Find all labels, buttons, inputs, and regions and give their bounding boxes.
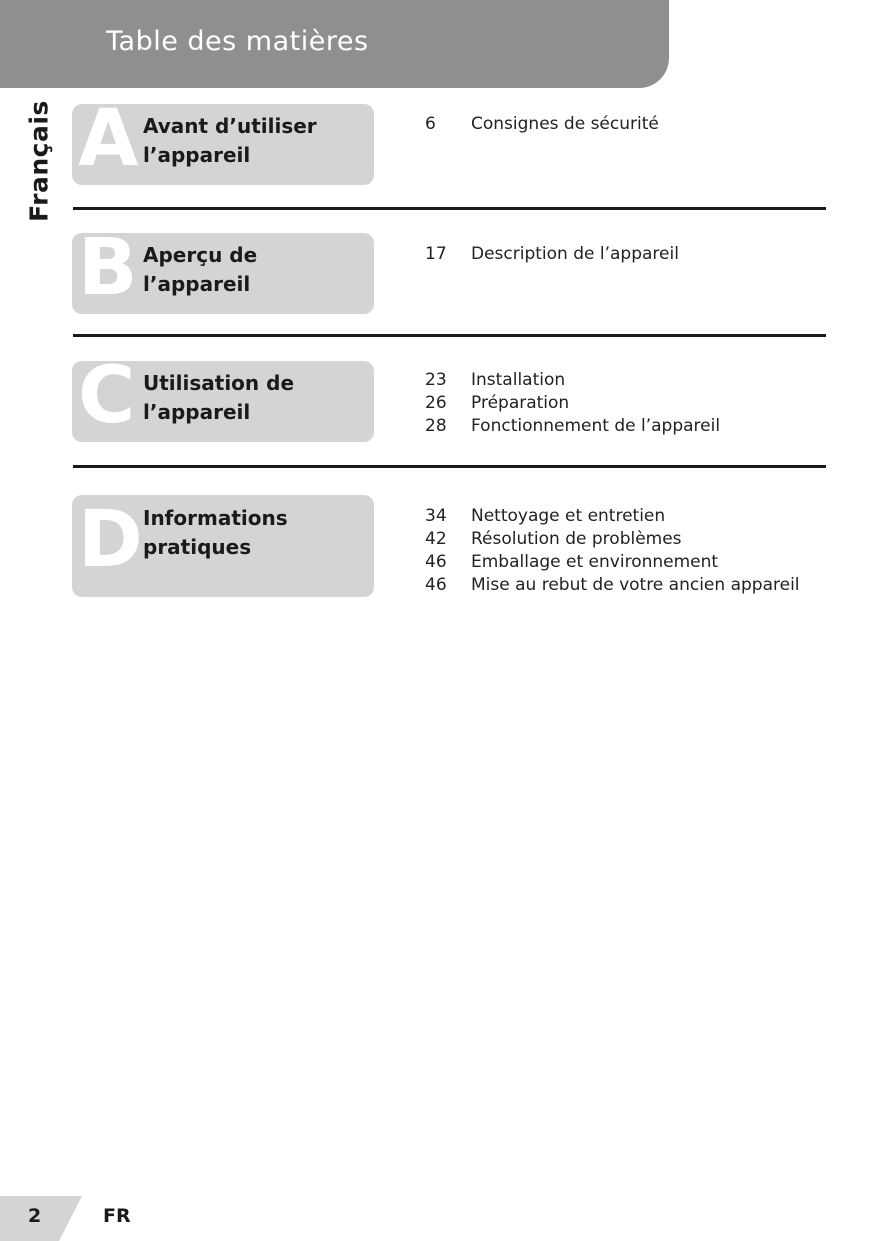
section-letter: B bbox=[78, 233, 138, 313]
section-box[interactable] bbox=[72, 361, 374, 442]
language-side-label bbox=[22, 100, 56, 222]
section-letter: C bbox=[78, 361, 136, 441]
section-letter: A bbox=[78, 104, 139, 184]
entry-page: 26 bbox=[425, 393, 447, 413]
section-divider bbox=[73, 207, 826, 210]
entry-label: Préparation bbox=[471, 393, 570, 413]
entry-page: 17 bbox=[425, 244, 447, 264]
entry-label: Mise au rebut de votre ancien appareil bbox=[471, 575, 800, 595]
entry-page: 34 bbox=[425, 506, 447, 526]
entry-page: 28 bbox=[425, 416, 447, 436]
header-bar bbox=[0, 0, 669, 88]
entry-label: Description de l’appareil bbox=[471, 244, 679, 264]
entry-page: 46 bbox=[425, 552, 447, 572]
language-label: Français bbox=[24, 100, 54, 222]
entry-label: Installation bbox=[471, 370, 566, 390]
section-letter: D bbox=[78, 495, 143, 585]
section-box[interactable] bbox=[72, 233, 374, 314]
section-divider bbox=[73, 465, 826, 468]
entry-label: Résolution de problèmes bbox=[471, 529, 682, 549]
entry-page: 23 bbox=[425, 370, 447, 390]
section-title: Utilisation de l’appareil bbox=[143, 371, 295, 424]
page-number: 2 bbox=[28, 1205, 42, 1227]
entry-page: 6 bbox=[425, 114, 436, 134]
entry-page: 46 bbox=[425, 575, 447, 595]
entry-label: Emballage et environnement bbox=[471, 552, 719, 572]
section-divider bbox=[73, 334, 826, 337]
entry-label: Consignes de sécurité bbox=[471, 114, 659, 134]
page-title: Table des matières bbox=[106, 26, 369, 57]
section-box[interactable] bbox=[72, 495, 374, 597]
section-title: Informations pratiques bbox=[143, 506, 288, 559]
language-code: FR bbox=[103, 1205, 131, 1227]
section-title: Avant d’utiliser l’appareil bbox=[143, 114, 317, 167]
entry-label: Nettoyage et entretien bbox=[471, 506, 666, 526]
section-box[interactable] bbox=[72, 104, 374, 185]
section-title: Aperçu de l’appareil bbox=[143, 243, 258, 296]
entry-page: 42 bbox=[425, 529, 447, 549]
entry-label: Fonctionnement de l’appareil bbox=[471, 416, 721, 436]
